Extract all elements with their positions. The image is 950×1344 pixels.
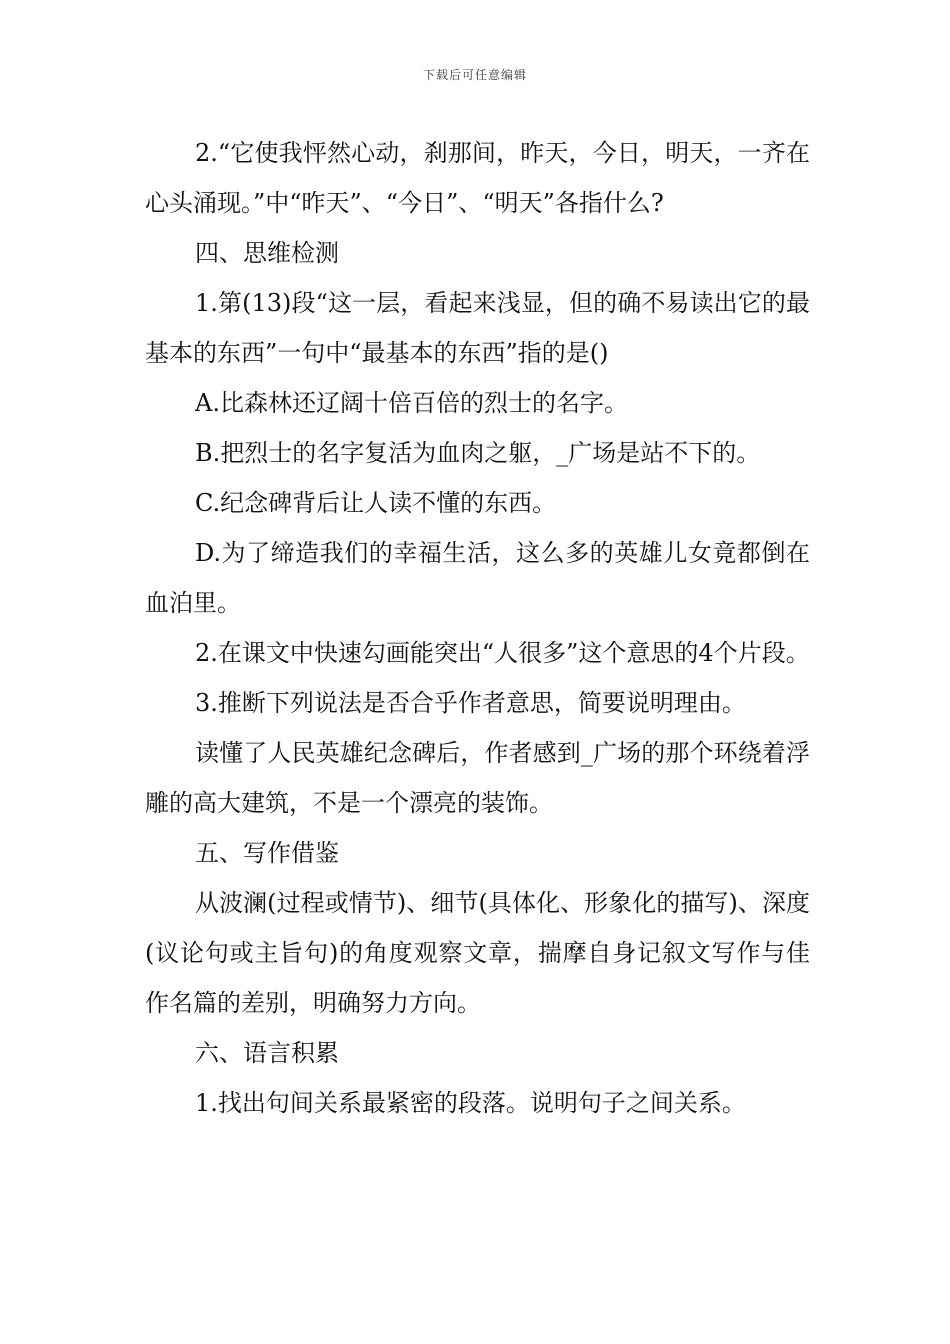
option-d: D.为了缔造我们的幸福生活，这么多的英雄儿女竟都倒在血泊里。 bbox=[145, 539, 810, 617]
option-a: A.比森林还辽阔十倍百倍的烈士的名字。 bbox=[195, 389, 628, 417]
question-2-paragraph: 2.“它使我怦然心动，刹那间，昨天，今日，明天，一齐在心头涌现。”中“昨天”、“今日”、“明天”各指什么? bbox=[145, 139, 810, 217]
section-heading-language: 六、语言积累 bbox=[195, 1039, 339, 1067]
section-heading-thinking-test: 四、思维检测 bbox=[195, 239, 339, 267]
section-heading-writing: 五、写作借鉴 bbox=[195, 839, 339, 867]
question-3-paragraph: 3.推断下列说法是否合乎作者意思，简要说明理由。 bbox=[195, 689, 746, 717]
question-1-paragraph: 1.第(13)段“这一层，看起来浅显，但的确不易读出它的最基本的东西”一句中“最基本的东西”指的是() bbox=[145, 289, 810, 367]
page-header: 下载后可任意编辑 bbox=[422, 68, 527, 82]
option-b: B.把烈士的名字复活为血肉之躯，_广场是站不下的。 bbox=[195, 439, 761, 467]
question-2b-paragraph: 2.在课文中快速勾画能突出“人很多”这个意思的4个片段。 bbox=[195, 639, 810, 667]
language-question-1-paragraph: 1.找出句间关系最紧密的段落。说明句子之间关系。 bbox=[195, 1089, 746, 1117]
statement-paragraph: 读懂了人民英雄纪念碑后，作者感到_广场的那个环绕着浮雕的高大建筑，不是一个漂亮的装饰。 bbox=[145, 739, 810, 817]
writing-guidance-paragraph: 从波澜(过程或情节)、细节(具体化、形象化的描写)、深度(议论句或主旨句)的角度观察文章，揣摩自身记叙文写作与佳作名篇的差别，明确努力方向。 bbox=[145, 889, 810, 1017]
option-c: C.纪念碑背后让人读不懂的东西。 bbox=[195, 489, 557, 517]
document-body bbox=[145, 128, 810, 1128]
